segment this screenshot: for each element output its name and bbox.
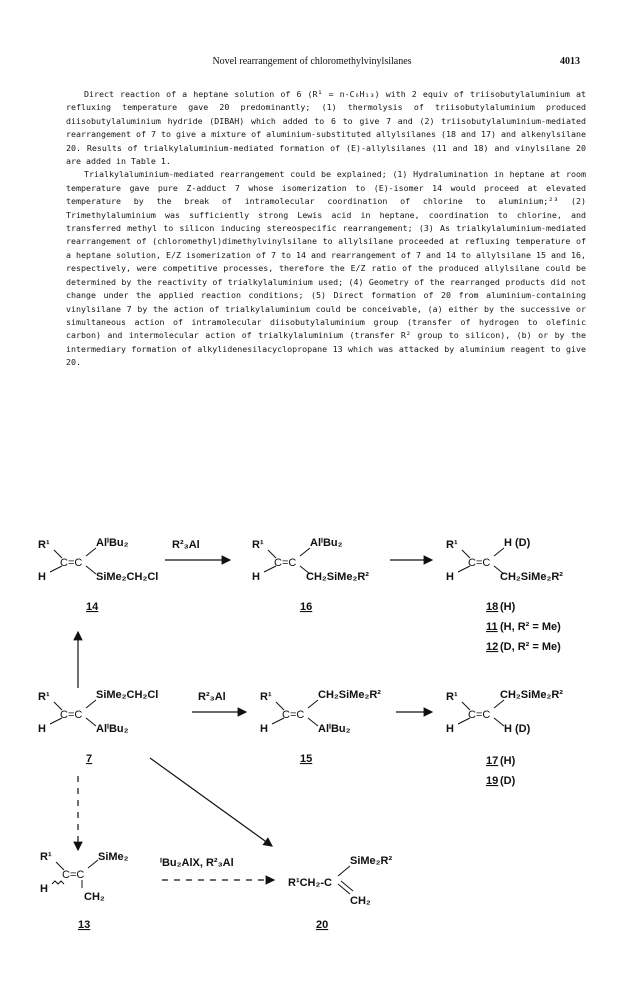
c20-si: SiMe₂R² <box>350 855 393 867</box>
c17-bond-hd <box>494 718 504 726</box>
c19-number: 19 <box>486 775 499 787</box>
c14-number: 14 <box>86 601 99 613</box>
c14-si: SiMe₂CH₂Cl <box>96 571 159 583</box>
c15-r1: R¹ <box>260 691 272 703</box>
c14-r1: R¹ <box>38 539 50 551</box>
c17-hd: H (D) <box>504 723 531 735</box>
c13-bond-si <box>88 860 98 868</box>
c16-cc: C=C <box>274 557 297 569</box>
c16-si: CH₂SiMe₂R² <box>306 571 369 583</box>
c16-al: AlⁱBu₂ <box>310 537 343 549</box>
c14-bond-si <box>86 566 96 574</box>
c13-number: 13 <box>78 919 91 931</box>
c17-h: H <box>446 723 454 735</box>
c11-number: 11 <box>486 621 498 633</box>
body-text <box>66 88 586 370</box>
c17-number: 17 <box>486 755 499 767</box>
c18-note: (H) <box>500 601 516 613</box>
compound-17 <box>446 689 563 787</box>
c15-al: AlⁱBu₂ <box>318 723 351 735</box>
c15-number: 15 <box>300 753 313 765</box>
c15-bond-al <box>308 718 318 726</box>
c15-bond-si <box>308 700 318 708</box>
c13-cc: C=C <box>62 869 85 881</box>
c7-r1: R¹ <box>38 691 50 703</box>
paragraph-2: Trialkylaluminium-mediated rearrangement could be explained; (1) Hydralumination in heptane at room temperature gave pure Z-adduct 7 whose isomerization to (E)-isomer 14 would proceed at elevated temperature by the break of intramolecular coordination of chlorine to aluminium;²³ (2) Trimethylaluminium was sufficiently strong Lewis acid in heptane, coordination to chlorine, and transferred methyl to silicon inducing stereospecific rearrangement; (3) As trialkylaluminium-mediated rearrangement of (chloromethyl)dimethylvinylsilane to allylsilane proceeded at refluxing temperature of a heptane solution, E/Z isomerization of 7 to 14 and rearrangement of 7 and 14 to allylsilane 15 and 16, respectively, were competitive processes, therefore the E/Z ratio of the produced allylsilane could be determined by the reactivity of trialkylaluminium used; (4) Geometry of the rearranged products did not change under the applied reaction conditions; (5) Direct formation of 20 from aluminium-containing vinylsilane 7 by the action of trialkylaluminium could be conceivable, (a) either by the successive or simultaneous action of intramolecular diisobutylaluminium group (transfer of hydrogen to olefinic carbon) and intermolecular action of trialkylaluminium (transfer R² group to silicon), (b) or by the intermediary formation of alkylidenesilacyclopropane 13 which was attacked by aluminium reagent to give 20. <box>66 169 586 368</box>
c16-h: H <box>252 571 260 583</box>
running-title: Novel rearrangement of chloromethylvinylsilanes <box>212 56 412 67</box>
arrow-7-to-20 <box>150 758 272 846</box>
c14-cc: C=C <box>60 557 83 569</box>
c18-hd: H (D) <box>504 537 531 549</box>
c20-number: 20 <box>316 919 329 931</box>
compound-7 <box>38 689 158 765</box>
c20-bond-si <box>338 866 350 876</box>
c13-ch2: CH₂ <box>84 891 105 903</box>
c15-si: CH₂SiMe₂R² <box>318 689 381 701</box>
compound-15 <box>260 689 381 765</box>
c18-cc: C=C <box>468 557 491 569</box>
c20-left: R¹CH₂-C <box>288 877 332 889</box>
c17-r1: R¹ <box>446 691 458 703</box>
c12-note: (D, R² = Me) <box>500 641 561 653</box>
c17-bond-si <box>494 700 504 708</box>
c7-bond-al <box>86 718 96 726</box>
c7-h: H <box>38 723 46 735</box>
c15-cc: C=C <box>282 709 305 721</box>
page-number: 4013 <box>560 56 580 67</box>
compound-13 <box>40 851 129 931</box>
arrow2-reagent: R²₃Al <box>198 691 226 703</box>
paragraph-1: Direct reaction of a heptane solution of 6 (R¹ = n-C₆H₁₃) with 2 equiv of triisobutylaluminium at refluxing temperature gave 20 predominantly; (1) thermolysis of triisobutylaluminium produced diisobutylaluminium hydride (DIBAH) which added to 6 to give 7 and (2) triisobutylaluminium-mediated rearrangement of 7 to give a mixture of aluminium-substituted allylsilanes (18 and 17) and alkenylsilane 20. Results of trialkylaluminium-mediated formation of (E)-allylsilanes (11 and 18) and vinylsilane 20 are added in Table 1. <box>66 89 586 167</box>
c15-h: H <box>260 723 268 735</box>
c14-al: AlⁱBu₂ <box>96 537 129 549</box>
c7-al: AlⁱBu₂ <box>96 723 129 735</box>
arrow1-reagent: R²₃Al <box>172 539 200 551</box>
c20-bond-ch2-b <box>341 881 353 891</box>
c18-h: H <box>446 571 454 583</box>
c16-number: 16 <box>300 601 313 613</box>
c14-h: H <box>38 571 46 583</box>
reaction-scheme <box>0 520 624 990</box>
c13-si: SiMe₂ <box>98 851 129 863</box>
c18-bond-hd <box>494 548 504 556</box>
c17-note: (H) <box>500 755 516 767</box>
compound-18 <box>446 537 563 653</box>
c13-r1: R¹ <box>40 851 52 863</box>
c19-note: (D) <box>500 775 516 787</box>
c17-si: CH₂SiMe₂R² <box>500 689 563 701</box>
c20-bond-ch2-a <box>338 884 350 894</box>
c12-number: 12 <box>486 641 499 653</box>
c18-r1: R¹ <box>446 539 458 551</box>
c18-si: CH₂SiMe₂R² <box>500 571 563 583</box>
c18-number: 18 <box>486 601 499 613</box>
c11-note: (H, R² = Me) <box>500 621 561 633</box>
compound-14 <box>38 536 158 613</box>
running-header <box>0 56 624 70</box>
c7-number: 7 <box>86 753 93 765</box>
c17-cc: C=C <box>468 709 491 721</box>
c13-bond-h-wavy <box>52 881 64 884</box>
c16-bond-al <box>300 548 310 556</box>
c16-r1: R¹ <box>252 539 264 551</box>
c7-si: SiMe₂CH₂Cl <box>96 689 159 701</box>
arrow3-reagent: ⁱBu₂AlX, R²₃Al <box>160 857 234 869</box>
c7-bond-si <box>86 700 96 708</box>
compound-20 <box>288 855 393 931</box>
c7-cc: C=C <box>60 709 83 721</box>
c20-ch2: CH₂ <box>350 895 371 907</box>
c14-bond-al <box>86 548 96 556</box>
c13-h: H <box>40 883 48 895</box>
compound-16 <box>252 536 369 613</box>
